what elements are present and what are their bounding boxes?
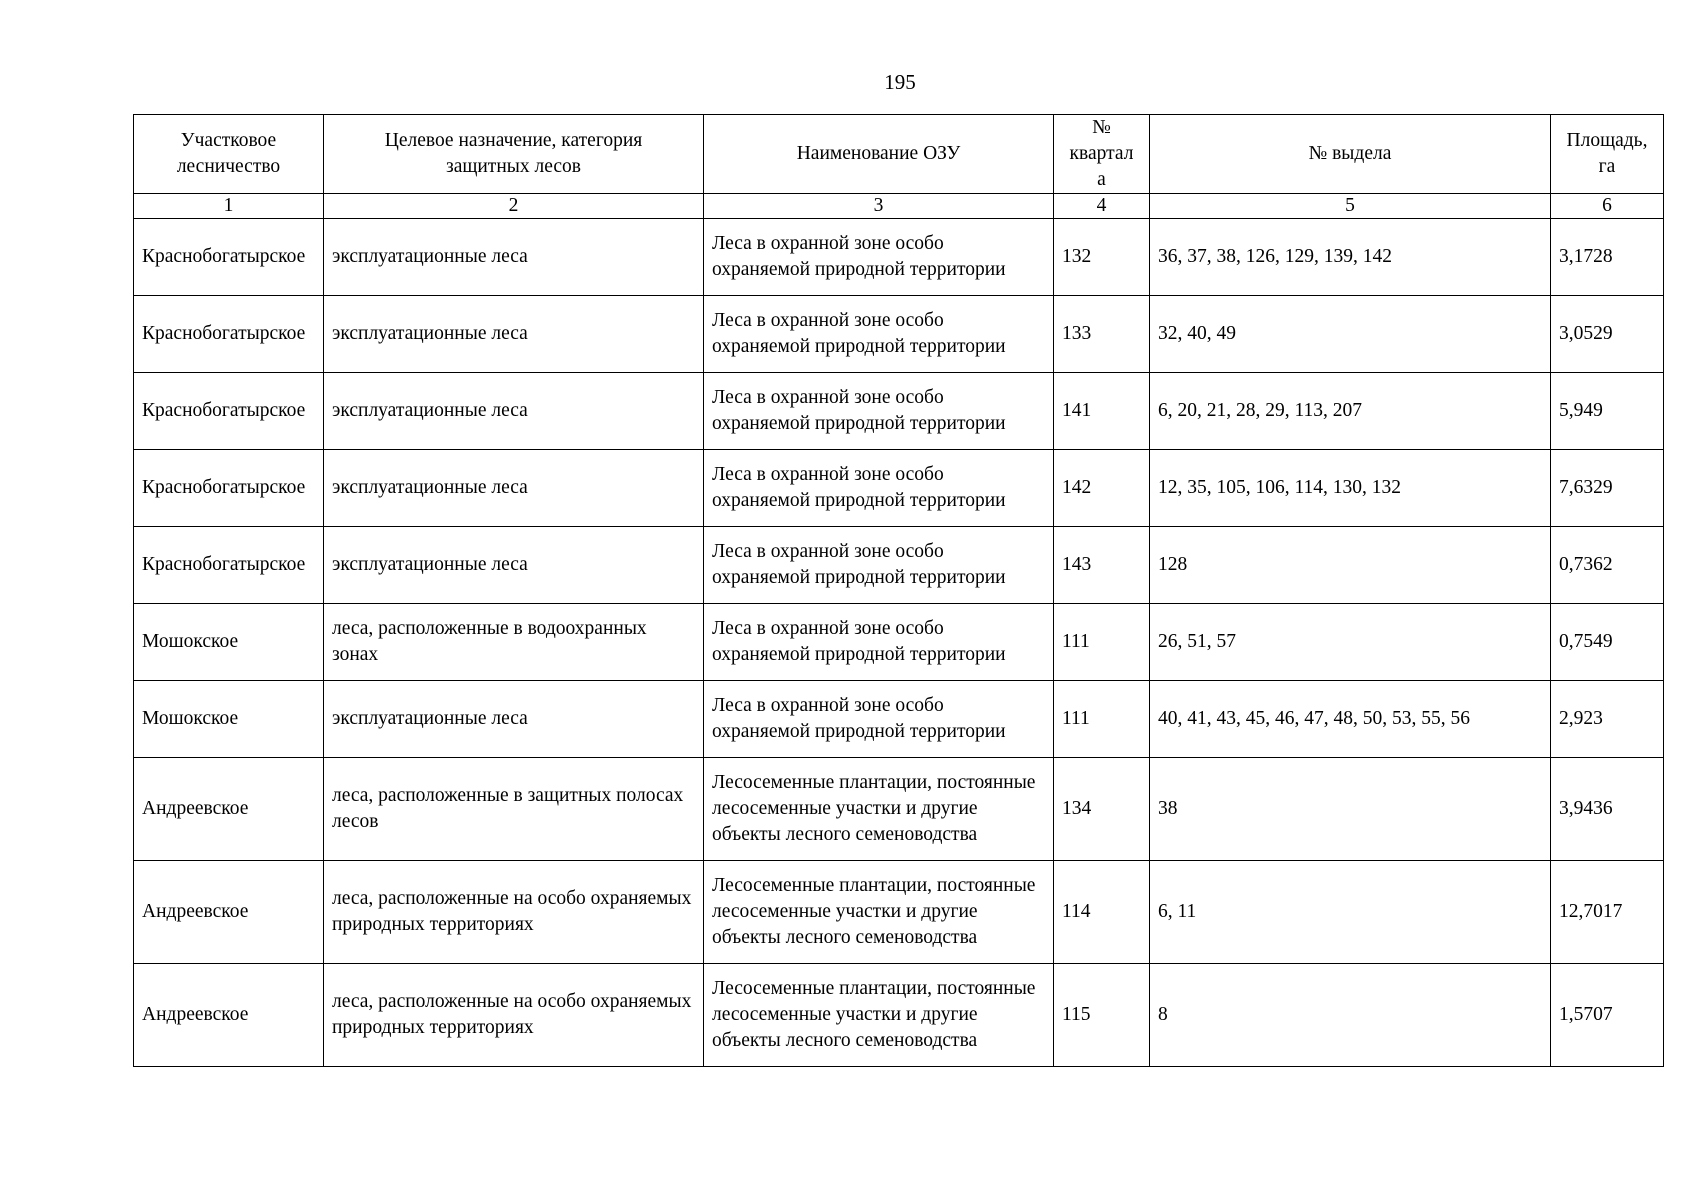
column-number: 5 [1150,194,1551,219]
quarter-cell: 132 [1054,219,1150,296]
forestry-cell: Мошокское [134,604,324,681]
forestry-cell: Краснобогатырское [134,219,324,296]
ozu-cell: Лесосеменные плантации, постоянные лесосеменные участки и другие объекты лесного семеноводства [704,964,1054,1067]
forestry-cell: Андреевское [134,964,324,1067]
plots-cell: 40, 41, 43, 45, 46, 47, 48, 50, 53, 55, 56 [1150,681,1551,758]
plots-cell: 32, 40, 49 [1150,296,1551,373]
column-number-row [134,194,1664,219]
ozu-cell: Леса в охранной зоне особо охраняемой природной территории [704,604,1054,681]
area-cell: 1,5707 [1551,964,1664,1067]
plots-cell: 36, 37, 38, 126, 129, 139, 142 [1150,219,1551,296]
plots-cell: 6, 20, 21, 28, 29, 113, 207 [1150,373,1551,450]
plots-cell: 38 [1150,758,1551,861]
table-row [134,296,1664,373]
quarter-cell: 114 [1054,861,1150,964]
forestry-cell: Андреевское [134,861,324,964]
forestry-cell: Андреевское [134,758,324,861]
header-ozu-name: Наименование ОЗУ [704,115,1054,194]
quarter-cell: 142 [1054,450,1150,527]
plots-cell: 12, 35, 105, 106, 114, 130, 132 [1150,450,1551,527]
header-forestry: Участковое лесничество [134,115,324,194]
quarter-cell: 133 [1054,296,1150,373]
purpose-cell: леса, расположенные в водоохранных зонах [324,604,704,681]
table-row [134,604,1664,681]
ozu-cell: Леса в охранной зоне особо охраняемой природной территории [704,527,1054,604]
quarter-cell: 111 [1054,681,1150,758]
header-quarter: № квартал а [1054,115,1150,194]
purpose-cell: леса, расположенные в защитных полосах лесов [324,758,704,861]
quarter-cell: 134 [1054,758,1150,861]
purpose-cell: эксплуатационные леса [324,681,704,758]
ozu-cell: Лесосеменные плантации, постоянные лесосеменные участки и другие объекты лесного семеноводства [704,861,1054,964]
header-purpose: Целевое назначение, категория защитных лесов [324,115,704,194]
area-cell: 7,6329 [1551,450,1664,527]
plots-cell: 6, 11 [1150,861,1551,964]
plots-cell: 128 [1150,527,1551,604]
table-row [134,681,1664,758]
ozu-cell: Леса в охранной зоне особо охраняемой природной территории [704,296,1054,373]
column-number: 1 [134,194,324,219]
forestry-cell: Мошокское [134,681,324,758]
ozu-cell: Леса в охранной зоне особо охраняемой природной территории [704,373,1054,450]
column-number: 4 [1054,194,1150,219]
header-area: Площадь, га [1551,115,1664,194]
purpose-cell: эксплуатационные леса [324,219,704,296]
purpose-cell: леса, расположенные на особо охраняемых природных территориях [324,964,704,1067]
page-number: 195 [884,70,916,94]
table-row [134,758,1664,861]
plots-cell: 26, 51, 57 [1150,604,1551,681]
quarter-cell: 143 [1054,527,1150,604]
table-row [134,527,1664,604]
header-row [134,115,1664,194]
forestry-cell: Краснобогатырское [134,373,324,450]
forest-plots-table [133,114,1664,1067]
ozu-cell: Леса в охранной зоне особо охраняемой природной территории [704,219,1054,296]
forestry-cell: Краснобогатырское [134,296,324,373]
area-cell: 12,7017 [1551,861,1664,964]
area-cell: 3,0529 [1551,296,1664,373]
forestry-cell: Краснобогатырское [134,450,324,527]
ozu-cell: Леса в охранной зоне особо охраняемой природной территории [704,681,1054,758]
purpose-cell: леса, расположенные на особо охраняемых природных территориях [324,861,704,964]
plots-cell: 8 [1150,964,1551,1067]
table-row [134,861,1664,964]
header-plot-numbers: № выдела [1150,115,1551,194]
forestry-cell: Краснобогатырское [134,527,324,604]
quarter-cell: 111 [1054,604,1150,681]
table-row [134,450,1664,527]
purpose-cell: эксплуатационные леса [324,527,704,604]
column-number: 3 [704,194,1054,219]
area-cell: 0,7549 [1551,604,1664,681]
area-cell: 2,923 [1551,681,1664,758]
table-row [134,219,1664,296]
area-cell: 3,9436 [1551,758,1664,861]
column-number: 2 [324,194,704,219]
purpose-cell: эксплуатационные леса [324,450,704,527]
quarter-cell: 141 [1054,373,1150,450]
area-cell: 5,949 [1551,373,1664,450]
quarter-cell: 115 [1054,964,1150,1067]
table-row [134,964,1664,1067]
table-row [134,373,1664,450]
purpose-cell: эксплуатационные леса [324,373,704,450]
area-cell: 3,1728 [1551,219,1664,296]
ozu-cell: Лесосеменные плантации, постоянные лесосеменные участки и другие объекты лесного семеноводства [704,758,1054,861]
column-number: 6 [1551,194,1664,219]
ozu-cell: Леса в охранной зоне особо охраняемой природной территории [704,450,1054,527]
area-cell: 0,7362 [1551,527,1664,604]
purpose-cell: эксплуатационные леса [324,296,704,373]
